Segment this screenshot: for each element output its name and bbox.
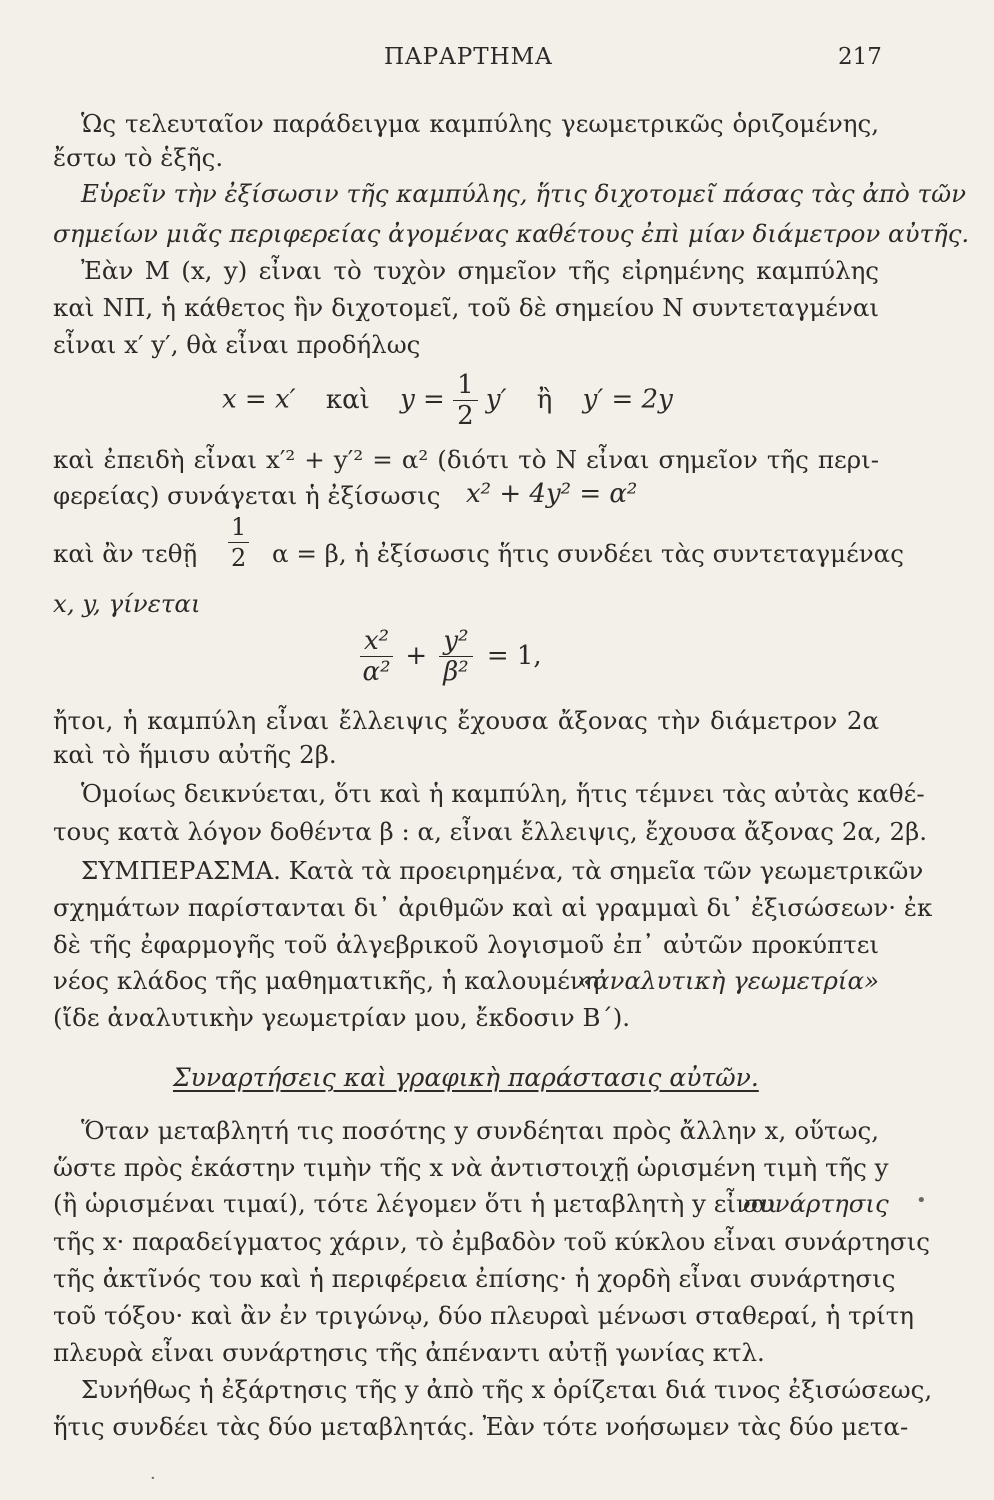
text-line: ὥστε πρὸς ἑκάστην τιμὴν τῆς x νὰ ἀντιστοιχῇ ὡρισμένη τιμὴ τῆς y xyxy=(53,1153,889,1182)
problem-statement-line: Εὑρεῖν τὴν ἐξίσωσιν τῆς καμπύλης, ἥτις διχοτομεῖ πάσας τὰς ἀπὸ τῶν xyxy=(81,179,966,208)
text-line: ΣΥΜΠΕΡΑΣΜΑ. Κατὰ τὰ προειρημένα, τὰ σημεῖα τῶν γεωμετρικῶν xyxy=(81,856,924,885)
fraction-denominator: 2 xyxy=(231,544,247,572)
text-line: (ἢ ὡρισμέναι τιμαί), τότε λέγομεν ὅτι ἡ μεταβλητὴ y εἶναι xyxy=(53,1189,778,1218)
text-line: τοῦ τόξου· καὶ ἂν ἐν τριγώνῳ, δύο πλευραὶ μένωσι σταθεραί, ἡ τρίτη xyxy=(53,1301,914,1330)
text-line: α = β, ἡ ἐξίσωσις ἥτις συνδέει τὰς συντεταγμένας xyxy=(272,539,904,568)
fraction-half xyxy=(453,370,478,431)
text-line: Ὅταν μεταβλητή τις ποσότης y συνδέηται πρὸς ἄλλην x, οὕτως, xyxy=(81,1116,879,1145)
equation-bisect xyxy=(222,370,673,431)
stray-mark: · xyxy=(150,1468,156,1489)
text-line: καὶ ἐπειδὴ εἶναι x′² + y′² = α² (διότι τὸ Ν εἶναι σημεῖον τῆς περι- xyxy=(53,445,879,474)
text-line: (ἴδε ἀναλυτικὴν γεωμετρίαν μου, ἔκδοσιν Β΄). xyxy=(53,1003,631,1032)
stray-mark: • xyxy=(916,1190,927,1211)
eq-term: y′ xyxy=(485,384,507,415)
page-header xyxy=(0,44,994,76)
fraction-denominator: 2 xyxy=(457,401,474,431)
fraction-numerator: 1 xyxy=(228,512,249,543)
text-line: τῆς ἀκτῖνός του καὶ ἡ περιφέρεια ἐπίσης· ἡ χορδὴ εἶναι συνάρτησις xyxy=(53,1264,896,1293)
text-line: Ὡς τελευταῖον παράδειγμα καμπύλης γεωμετρικῶς ὁριζομένης, xyxy=(81,109,879,138)
text-line: ἤτοι, ἡ καμπύλη εἶναι ἔλλειψις ἔχουσα ἄξονας τὴν διάμετρον 2α xyxy=(53,706,879,735)
text-line: δὲ τῆς ἐφαρμογῆς τοῦ ἀλγεβρικοῦ λογισμοῦ ἐπ᾽ αὐτῶν προκύπτει xyxy=(53,930,879,959)
fraction-denominator: α² xyxy=(362,657,391,687)
problem-statement-line: σημείων μιᾶς περιφερείας ἀγομένας καθέτους ἐπὶ μίαν διάμετρον αὐτῆς. xyxy=(53,219,970,248)
fraction-denominator: β² xyxy=(443,657,469,687)
text-line: πλευρὰ εἶναι συνάρτησις τῆς ἀπέναντι αὐτῇ γωνίας κτλ. xyxy=(53,1338,765,1367)
text-line: τους κατὰ λόγον δοθέντα β : α, εἶναι ἔλλειψις, ἔχουσα ἄξονας 2α, 2β. xyxy=(53,817,928,846)
emphasis-term: συνάρτησις xyxy=(743,1189,889,1218)
text-line: καὶ ΝΠ, ἡ κάθετος ἣν διχοτομεῖ, τοῦ δὲ σημείου Ν συντεταγμέναι xyxy=(53,293,879,322)
text-line: Ὁμοίως δεικνύεται, ὅτι καὶ ἡ καμπύλη, ἥτις τέμνει τὰς αὐτὰς καθέ- xyxy=(81,779,925,808)
running-title: ΠΑΡΑΡΤΗΜΑ xyxy=(384,44,553,70)
text-line: εἶναι x′ y′, θὰ εἶναι προδήλως xyxy=(53,330,421,359)
fraction-x xyxy=(360,626,393,687)
text-line: Συνήθως ἡ ἐξάρτησις τῆς y ἀπὸ τῆς x ὁρίζεται διά τινος ἐξισώσεως, xyxy=(81,1375,933,1404)
eq-conjunction: καὶ xyxy=(325,384,370,415)
eq-term: y′ = 2y xyxy=(582,384,673,415)
eq-term: y = xyxy=(400,384,445,415)
eq-term: x = x′ xyxy=(222,384,296,415)
text-line: νέος κλάδος τῆς μαθηματικῆς, ἡ καλουμένη xyxy=(53,966,600,995)
eq-operator: + xyxy=(405,640,428,671)
text-line: Ἐὰν Μ (x, y) εἶναι τὸ τυχὸν σημεῖον τῆς εἰρημένης καμπύλης xyxy=(81,256,879,285)
text-line: καὶ τὸ ἥμισυ αὐτῆς 2β. xyxy=(53,740,337,769)
page-number: 217 xyxy=(838,44,882,70)
emphasis-term: «ἀναλυτικὴ γεωμετρία» xyxy=(578,966,880,995)
section-heading: Συναρτήσεις καὶ γραφικὴ παράστασις αὐτῶν. xyxy=(173,1063,759,1092)
text-line: ἥτις συνδέει τὰς δύο μεταβλητάς. Ἐὰν τότε νοήσωμεν τὰς δύο μετα- xyxy=(53,1412,909,1441)
equation-inline: x² + 4y² = α² xyxy=(466,479,638,509)
fraction-y xyxy=(439,626,472,687)
text-line: φερείας) συνάγεται ἡ ἐξίσωσις xyxy=(53,481,441,510)
equation-ellipse xyxy=(360,626,542,687)
fraction-numerator: 1 xyxy=(453,370,478,401)
eq-term: = 1, xyxy=(486,640,542,671)
text-line: ἔστω τὸ ἑξῆς. xyxy=(53,143,224,172)
text-line: x, y, γίνεται xyxy=(53,589,201,618)
fraction-numerator: x² xyxy=(360,626,393,657)
text-line: σχημάτων παρίστανται δι᾽ ἀριθμῶν καὶ αἱ γραμμαὶ δι᾽ ἐξισώσεων· ἐκ xyxy=(53,893,933,922)
text-line: τῆς x· παραδείγματος χάριν, τὸ ἐμβαδὸν τοῦ κύκλου εἶναι συνάρτησις xyxy=(53,1227,930,1256)
eq-conjunction: ἢ xyxy=(536,384,553,415)
fraction-half xyxy=(228,512,249,573)
text-line: καὶ ἂν τεθῇ xyxy=(53,539,198,568)
fraction-numerator: y² xyxy=(439,626,472,657)
